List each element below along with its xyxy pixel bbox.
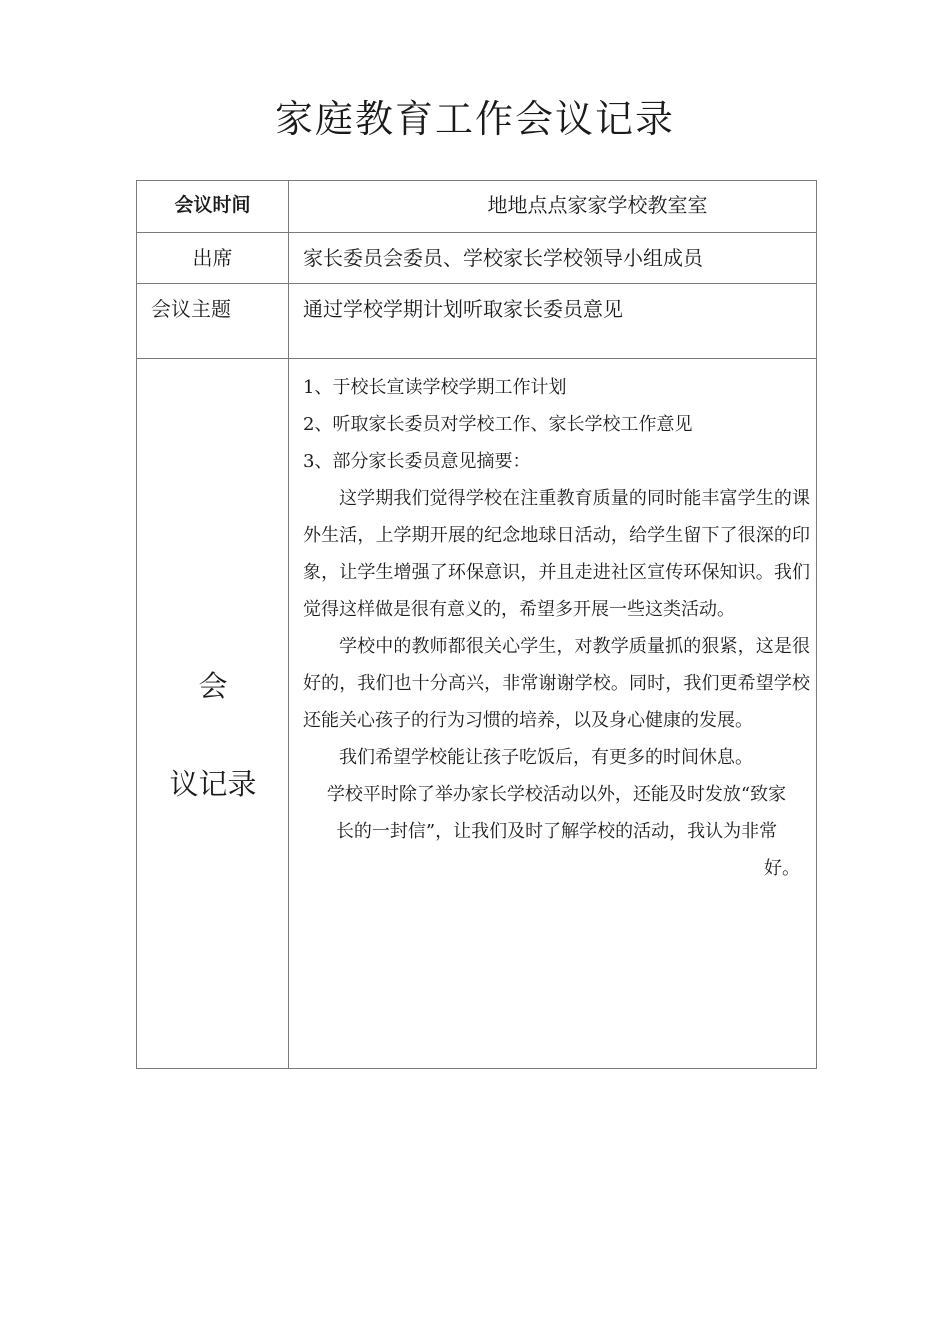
attendees-value: 家长委员会委员、学校家长学校领导小组成员 <box>303 246 703 270</box>
meeting-time-value: 地地点点家家学校教室室 <box>487 193 708 217</box>
agenda-item-1: 1、于校长宣读学校学期工作计划 <box>303 377 567 398</box>
opinion-paragraph-2: 学校中的教师都很关心学生，对教学质量抓的狠紧，这是很好的，我们也十分高兴，非常谢谢学校。同时，我们更希望学校还能关心孩子的行为习惯的培养，以及身心健康的发展。 <box>303 636 810 731</box>
table-row-record <box>137 359 816 1068</box>
table-row-topic <box>137 284 816 359</box>
table-row-meeting-time <box>137 181 816 233</box>
topic-label: 会议主题 <box>137 284 289 358</box>
table-row-attendees <box>137 233 816 284</box>
opinion-paragraph-3: 我们希望学校能让孩子吃饭后，有更多的时间休息。 <box>339 747 753 768</box>
page-title: 家庭教育工作会议记录 <box>274 97 675 141</box>
record-label-line-2: 议记录 <box>169 767 257 801</box>
record-label <box>137 359 289 1068</box>
record-content <box>289 359 816 1068</box>
attendees-label: 出席 <box>137 233 289 283</box>
closing-line-2: 长的一封信”，让我们及时了解学校的活动，我认为非常 <box>335 821 778 842</box>
meeting-time-label: 会议时间 <box>137 181 289 232</box>
agenda-item-3: 3、部分家长委员意见摘要： <box>303 451 531 472</box>
agenda-item-2: 2、听取家长委员对学校工作、家长学校工作意见 <box>303 414 693 435</box>
closing-line-3: 好。 <box>764 858 800 879</box>
closing-line-1: 学校平时除了举办家长学校活动以外，还能及时发放“致家 <box>326 784 787 805</box>
topic-value: 通过学校学期计划听取家长委员意见 <box>303 297 623 321</box>
meeting-record-table <box>136 180 817 1069</box>
opinion-paragraph-1: 这学期我们觉得学校在注重教育质量的同时能丰富学生的课外生活，上学期开展的纪念地球日活动，给学生留下了很深的印象，让学生增强了环保意识，并且走进社区宣传环保知识。我们觉得这样做是很有意义的，希望多开展一些这类活动。 <box>303 488 810 620</box>
record-label-line-1: 会 <box>198 669 228 703</box>
